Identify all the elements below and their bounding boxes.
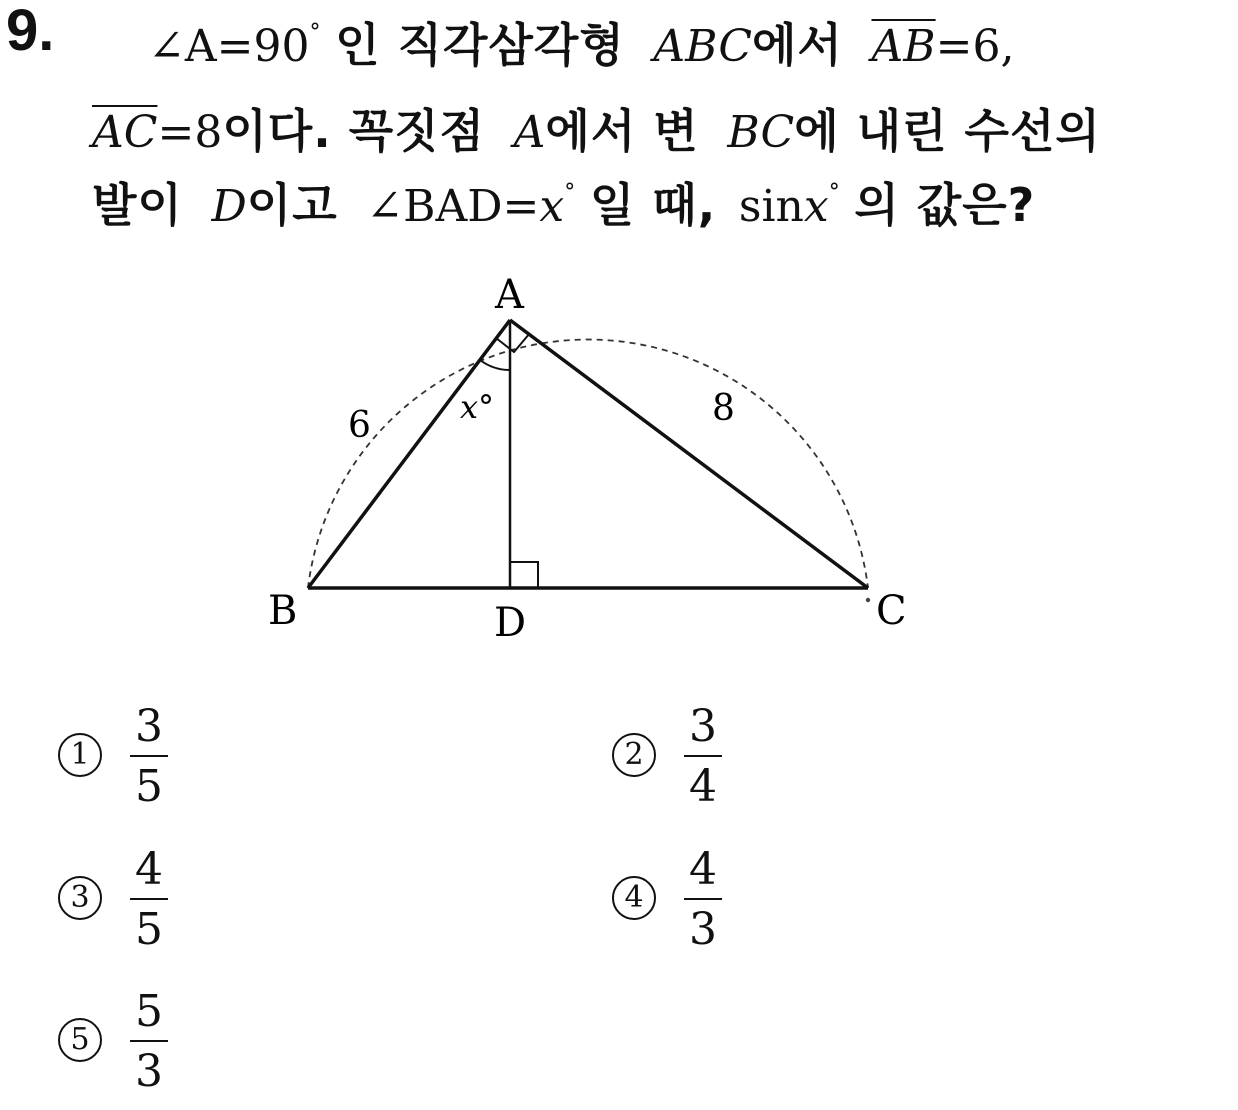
question-text: 의 값은? bbox=[854, 178, 1036, 232]
numerator: 5 bbox=[135, 986, 163, 1037]
label-side-ac: 8 bbox=[712, 388, 735, 429]
side-bc: BC bbox=[727, 107, 795, 158]
sin-function: sin bbox=[738, 181, 804, 232]
label-angle-x: x° bbox=[460, 388, 495, 426]
numerator: 3 bbox=[689, 701, 717, 752]
question-text: 인 직각삼각형 bbox=[335, 18, 625, 72]
question-text: 일 때, bbox=[589, 178, 717, 232]
label-c: C bbox=[876, 588, 907, 634]
triangle-name: ABC bbox=[653, 21, 752, 72]
denominator: 3 bbox=[689, 904, 717, 955]
fraction-bar bbox=[130, 898, 168, 900]
question-text: 발이 bbox=[92, 178, 183, 232]
denominator: 5 bbox=[135, 904, 163, 955]
choice-marker: 1 bbox=[58, 733, 102, 777]
degree-symbol: ° bbox=[309, 20, 321, 45]
fraction bbox=[130, 844, 168, 955]
question-number: 9. bbox=[6, 0, 55, 63]
triangle-figure bbox=[250, 265, 930, 655]
fraction-bar bbox=[130, 755, 168, 757]
variable-x: x bbox=[803, 181, 829, 232]
denominator: 5 bbox=[135, 761, 163, 812]
ab-length: =6, bbox=[935, 21, 1015, 72]
question-text: 에서 bbox=[751, 18, 843, 72]
question-line-1 bbox=[148, 18, 1015, 72]
choice-marker: 4 bbox=[612, 876, 656, 920]
fraction-bar bbox=[684, 755, 722, 757]
numerator: 3 bbox=[135, 701, 163, 752]
degree-symbol: ° bbox=[564, 180, 576, 205]
segment-ac: $\overline{AC}$ bbox=[92, 107, 158, 158]
label-b: B bbox=[268, 588, 298, 634]
angle-bad: ∠BAD= bbox=[366, 181, 540, 232]
angle-arc-x bbox=[480, 360, 510, 370]
label-d: D bbox=[494, 600, 527, 646]
question-text: 에서 변 bbox=[545, 104, 699, 158]
point-c-dot bbox=[866, 598, 870, 602]
fraction bbox=[684, 701, 722, 812]
segment-ab: $\overline{AB}$ bbox=[871, 21, 936, 72]
fraction-bar bbox=[130, 1040, 168, 1042]
denominator: 4 bbox=[689, 761, 717, 812]
side-ab-line bbox=[308, 320, 510, 588]
choice-marker: 3 bbox=[58, 876, 102, 920]
ac-length: =8 bbox=[157, 107, 223, 158]
fraction-bar bbox=[684, 898, 722, 900]
question-line-2 bbox=[92, 104, 1101, 158]
angle-a-condition: ∠A=90 bbox=[148, 21, 310, 72]
right-angle-mark-d bbox=[510, 562, 538, 588]
question-line-3 bbox=[92, 178, 1036, 232]
variable-x: x bbox=[539, 181, 565, 232]
choice-marker: 2 bbox=[612, 733, 656, 777]
fraction bbox=[684, 844, 722, 955]
label-a: A bbox=[495, 272, 524, 318]
numerator: 4 bbox=[689, 844, 717, 895]
choice-marker: 5 bbox=[58, 1018, 102, 1062]
numerator: 4 bbox=[135, 844, 163, 895]
fraction bbox=[130, 986, 168, 1097]
fraction bbox=[130, 701, 168, 812]
label-side-ab: 6 bbox=[348, 405, 371, 446]
question-text: 이고 bbox=[246, 178, 338, 232]
denominator: 3 bbox=[135, 1046, 163, 1097]
foot-d: D bbox=[211, 181, 247, 232]
degree-symbol: ° bbox=[828, 180, 840, 205]
vertex-a: A bbox=[513, 107, 546, 158]
question-text: 이다. 꼭짓점 bbox=[222, 104, 485, 158]
question-text: 에 내린 수선의 bbox=[794, 104, 1101, 158]
